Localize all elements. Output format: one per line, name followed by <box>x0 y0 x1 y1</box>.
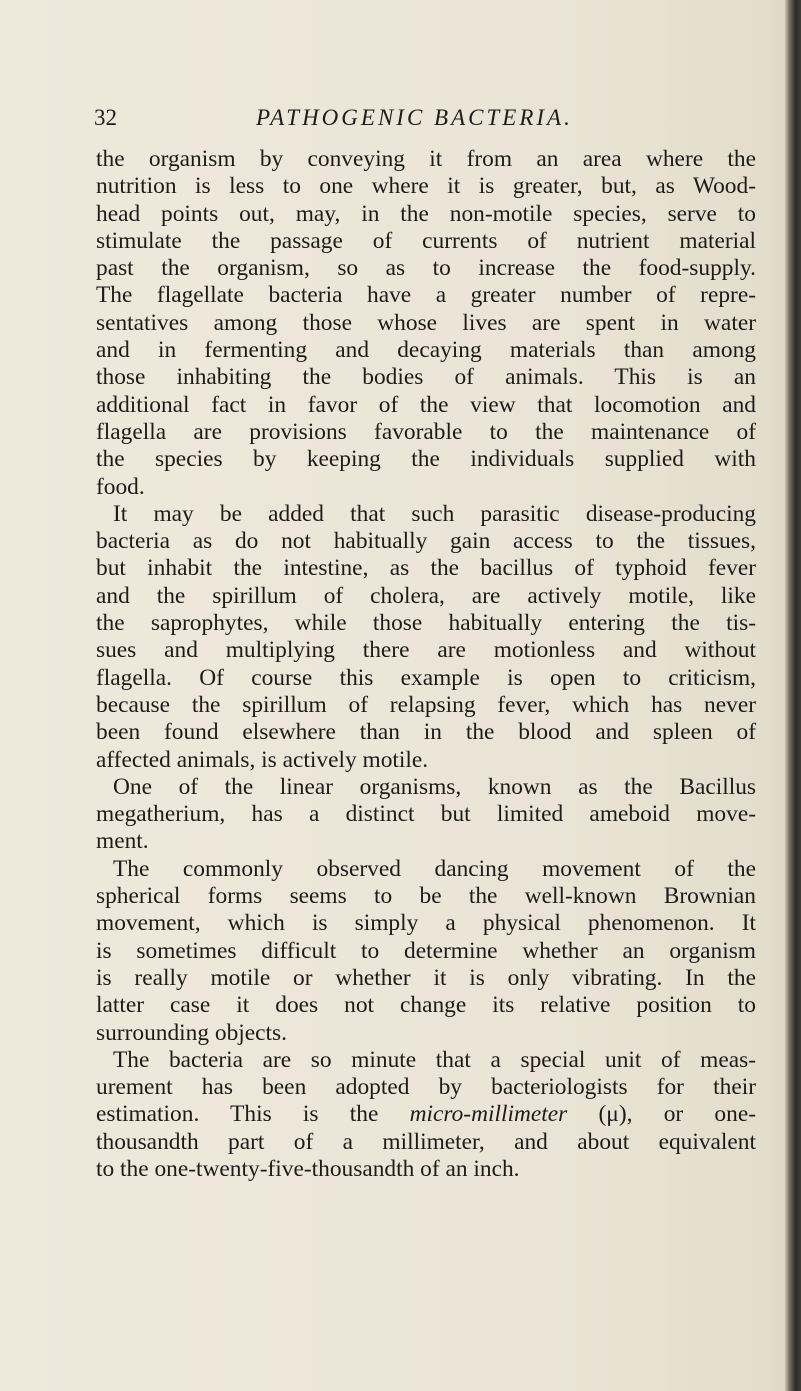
estimation-unit-text: (μ), or one- <box>598 1101 756 1128</box>
text-line: additional fact in favor of the view that locomotion and <box>96 391 756 418</box>
text-line: the saprophytes, while those habitually entering the tis- <box>96 610 756 637</box>
text-line: past the organism, so as to increase the food-supply. <box>96 255 756 282</box>
text-line: and in fermenting and decaying materials than among <box>96 337 756 364</box>
text-line: nutrition is less to one where it is greater, but, as Wood- <box>96 173 756 200</box>
text-line: urement has been adopted by bacteriologists for their <box>96 1074 756 1101</box>
text-line: and the spirillum of cholera, are actively motile, like <box>96 582 756 609</box>
estimation-text: estimation. This is the <box>96 1101 379 1128</box>
text-line: because the spirillum of relapsing fever, which has never <box>96 691 756 718</box>
text-line: is really motile or whether it is only vibrating. In the <box>96 964 756 991</box>
paragraph-end-line: food. <box>96 473 145 500</box>
paragraph-start-line: The bacteria are so minute that a special unit of meas- <box>113 1046 756 1073</box>
text-line: bacteria as do not habitually gain access to the tissues, <box>96 528 756 555</box>
text-line: head points out, may, in the non-motile species, serve to <box>96 200 756 227</box>
text-line: flagella. Of course this example is open to criticism, <box>96 664 756 691</box>
text-line: those inhabiting the bodies of animals. This is an <box>96 364 756 391</box>
paragraph-end-line: to the one-twenty-five-thousandth of an inch. <box>96 1155 520 1182</box>
text-line: the organism by conveying it from an area where the <box>96 146 756 172</box>
paragraph-end-line: ment. <box>96 828 149 855</box>
text-line: but inhabit the intestine, as the bacillus of typhoid fever <box>96 555 756 582</box>
text-line: the species by keeping the individuals supplied with <box>96 446 756 473</box>
text-line: spherical forms seems to be the well-known Brownian <box>96 883 756 910</box>
micro-millimeter-term: micro-millimeter <box>409 1101 568 1128</box>
page-header <box>94 103 754 133</box>
text-line: flagella are provisions favorable to the maintenance of <box>96 418 756 445</box>
text-line: sues and multiplying there are motionless and without <box>96 637 756 664</box>
text-line: latter case it does not change its relative position to <box>96 992 756 1019</box>
text-line: sentatives among those whose lives are spent in water <box>96 309 756 336</box>
text-line: stimulate the passage of currents of nutrient material <box>96 227 756 254</box>
body-text <box>96 146 756 1183</box>
paragraph-start-line: The commonly observed dancing movement of the <box>113 855 756 882</box>
page-number: 32 <box>94 105 117 130</box>
text-line: movement, which is simply a physical phenomenon. It <box>96 910 756 937</box>
text-line: been found elsewhere than in the blood and spleen of <box>96 719 756 746</box>
paragraph-end-line: surrounding objects. <box>96 1019 287 1046</box>
text-line: The flagellate bacteria have a greater number of repre- <box>96 282 756 309</box>
paragraph-start-line: One of the linear organisms, known as the Bacillus <box>113 773 756 800</box>
text-line: thousandth part of a millimeter, and about equivalent <box>96 1128 756 1155</box>
book-spine-edge <box>785 0 801 1391</box>
text-line: megatherium, has a distinct but limited ameboid move- <box>96 801 756 828</box>
text-line: is sometimes difficult to determine whether an organism <box>96 937 756 964</box>
running-title: PATHOGENIC BACTERIA. <box>256 105 573 130</box>
text-line-with-term <box>96 1101 756 1128</box>
paragraph-end-line: affected animals, is actively motile. <box>96 746 429 773</box>
paragraph-start-line: It may be added that such parasitic disease-producing <box>113 500 756 527</box>
